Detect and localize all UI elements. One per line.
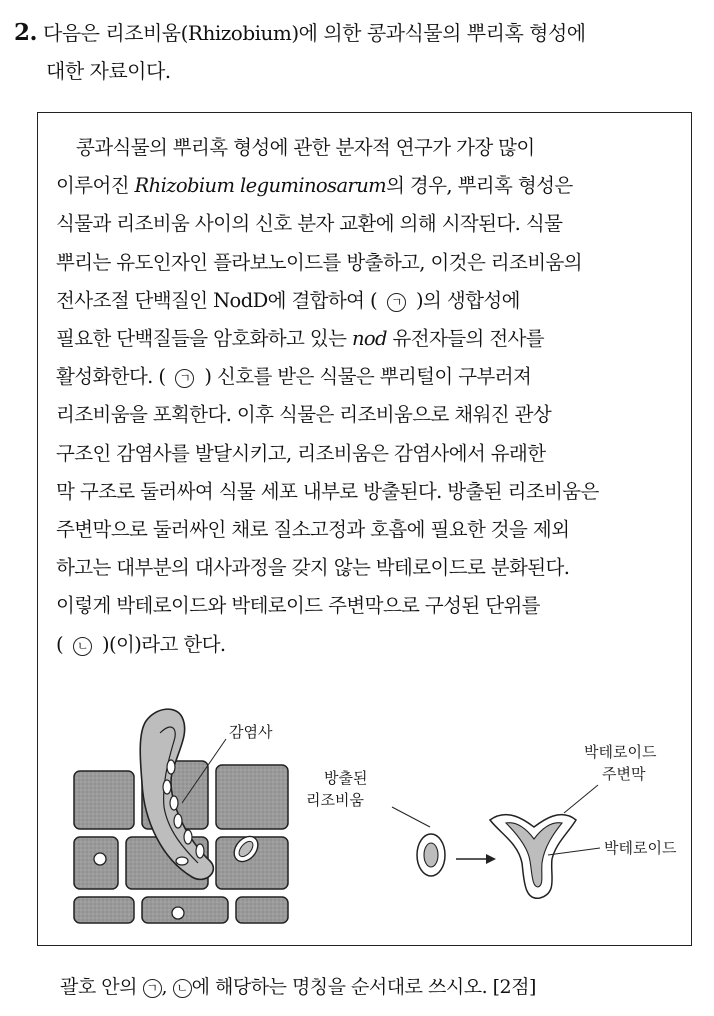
label-bacteroid-membrane-line2: 주변막: [602, 765, 646, 783]
blank-marker-giyeok: ㄱ: [175, 369, 194, 388]
passage-line: 식물과 리조비움 사이의 신호 분자 교환에 의해 시작된다. 식물: [56, 212, 563, 236]
passage-text-span: )의 생합성에: [416, 288, 520, 312]
passage-line: [56, 626, 678, 664]
label-released-line2: 리조비움: [306, 791, 364, 809]
passage-box: [37, 112, 692, 946]
bacteroid-drawing: [490, 815, 576, 899]
passage-line: [56, 282, 678, 320]
released-rhizobium-drawing: [417, 834, 496, 876]
passage-line: 뿌리는 유도인자인 플라보노이드를 방출하고, 이것은 리조비움의: [56, 250, 582, 274]
instruction-text: 괄호 안의: [60, 976, 143, 998]
instruction-separator: ,: [161, 976, 173, 998]
question-number: 2.: [14, 19, 38, 46]
label-bacteroid-membrane-line1: 박테로이드: [584, 743, 657, 761]
passage-text-span: 유전자들의 전사를: [386, 327, 545, 351]
passage-text-span: 의 경우, 뿌리혹 형성은: [386, 174, 573, 198]
passage-line: 구조인 감염사를 발달시키고, 리조비움은 감염사에서 유래한: [56, 441, 546, 465]
passage-line: 콩과식물의 뿌리혹 형성에 관한 분자적 연구가 가장 많이: [76, 136, 535, 159]
passage-text-span: 전사조절 단백질인 NodD에 결합하여 (: [56, 288, 378, 312]
passage-text-span: 필요한 단백질들을 암호화하고 있는: [56, 327, 352, 351]
passage-line: 막 구조로 둘러싸여 식물 세포 내부로 방출된다. 방출된 리조비움은: [56, 479, 599, 503]
question-header: [14, 14, 704, 90]
passage-line: [56, 320, 678, 358]
passage-text-span: 이루어진: [56, 174, 135, 198]
instruction-text: 에 해당하는 명칭을 순서대로 쓰시오. [2점]: [191, 976, 536, 998]
passage-line: 이렇게 박테로이드와 박테로이드 주변막으로 구성된 단위를: [56, 594, 540, 618]
gene-name: nod: [351, 327, 387, 351]
blank-marker-nieun: ㄴ: [73, 637, 92, 656]
answer-marker-nieun: ㄴ: [173, 979, 192, 998]
passage-text-span: (: [56, 632, 64, 656]
passage-line: [56, 358, 678, 396]
passage-text-span: )(이)라고 한다.: [102, 632, 226, 656]
answer-marker-giyeok: ㄱ: [143, 979, 162, 998]
label-released-line1: 방출된: [324, 769, 368, 787]
diagram-svg: [38, 703, 690, 943]
passage-line: 주변막으로 둘러싸인 채로 질소고정과 호흡에 필요한 것을 제외: [56, 518, 570, 542]
passage-text-span: ) 신호를 받은 식물은 뿌리털이 구부러져: [204, 365, 532, 389]
question-text-line1: 다음은 리조비움(Rhizobium)에 의한 콩과식물의 뿌리혹 형성에: [43, 21, 586, 45]
species-name: Rhizobium leguminosarum: [134, 174, 387, 198]
passage-text-span: 활성화한다. (: [56, 365, 166, 389]
label-bacteroid: 박테로이드: [604, 839, 677, 857]
blank-marker-giyeok: ㄱ: [387, 293, 406, 312]
passage-text: [56, 129, 678, 664]
nodule-diagram: [38, 703, 690, 943]
passage-line: 리조비움을 포획한다. 이후 식물은 리조비움으로 채워진 관상: [56, 403, 552, 427]
question-text-line2: 대한 자료이다.: [46, 59, 171, 83]
instruction: [60, 972, 700, 999]
label-infection-thread: 감염사: [229, 723, 273, 741]
passage-line: [56, 167, 678, 205]
passage-line: 하고는 대부분의 대사과정을 갖지 않는 박테로이드로 분화된다.: [56, 556, 570, 580]
